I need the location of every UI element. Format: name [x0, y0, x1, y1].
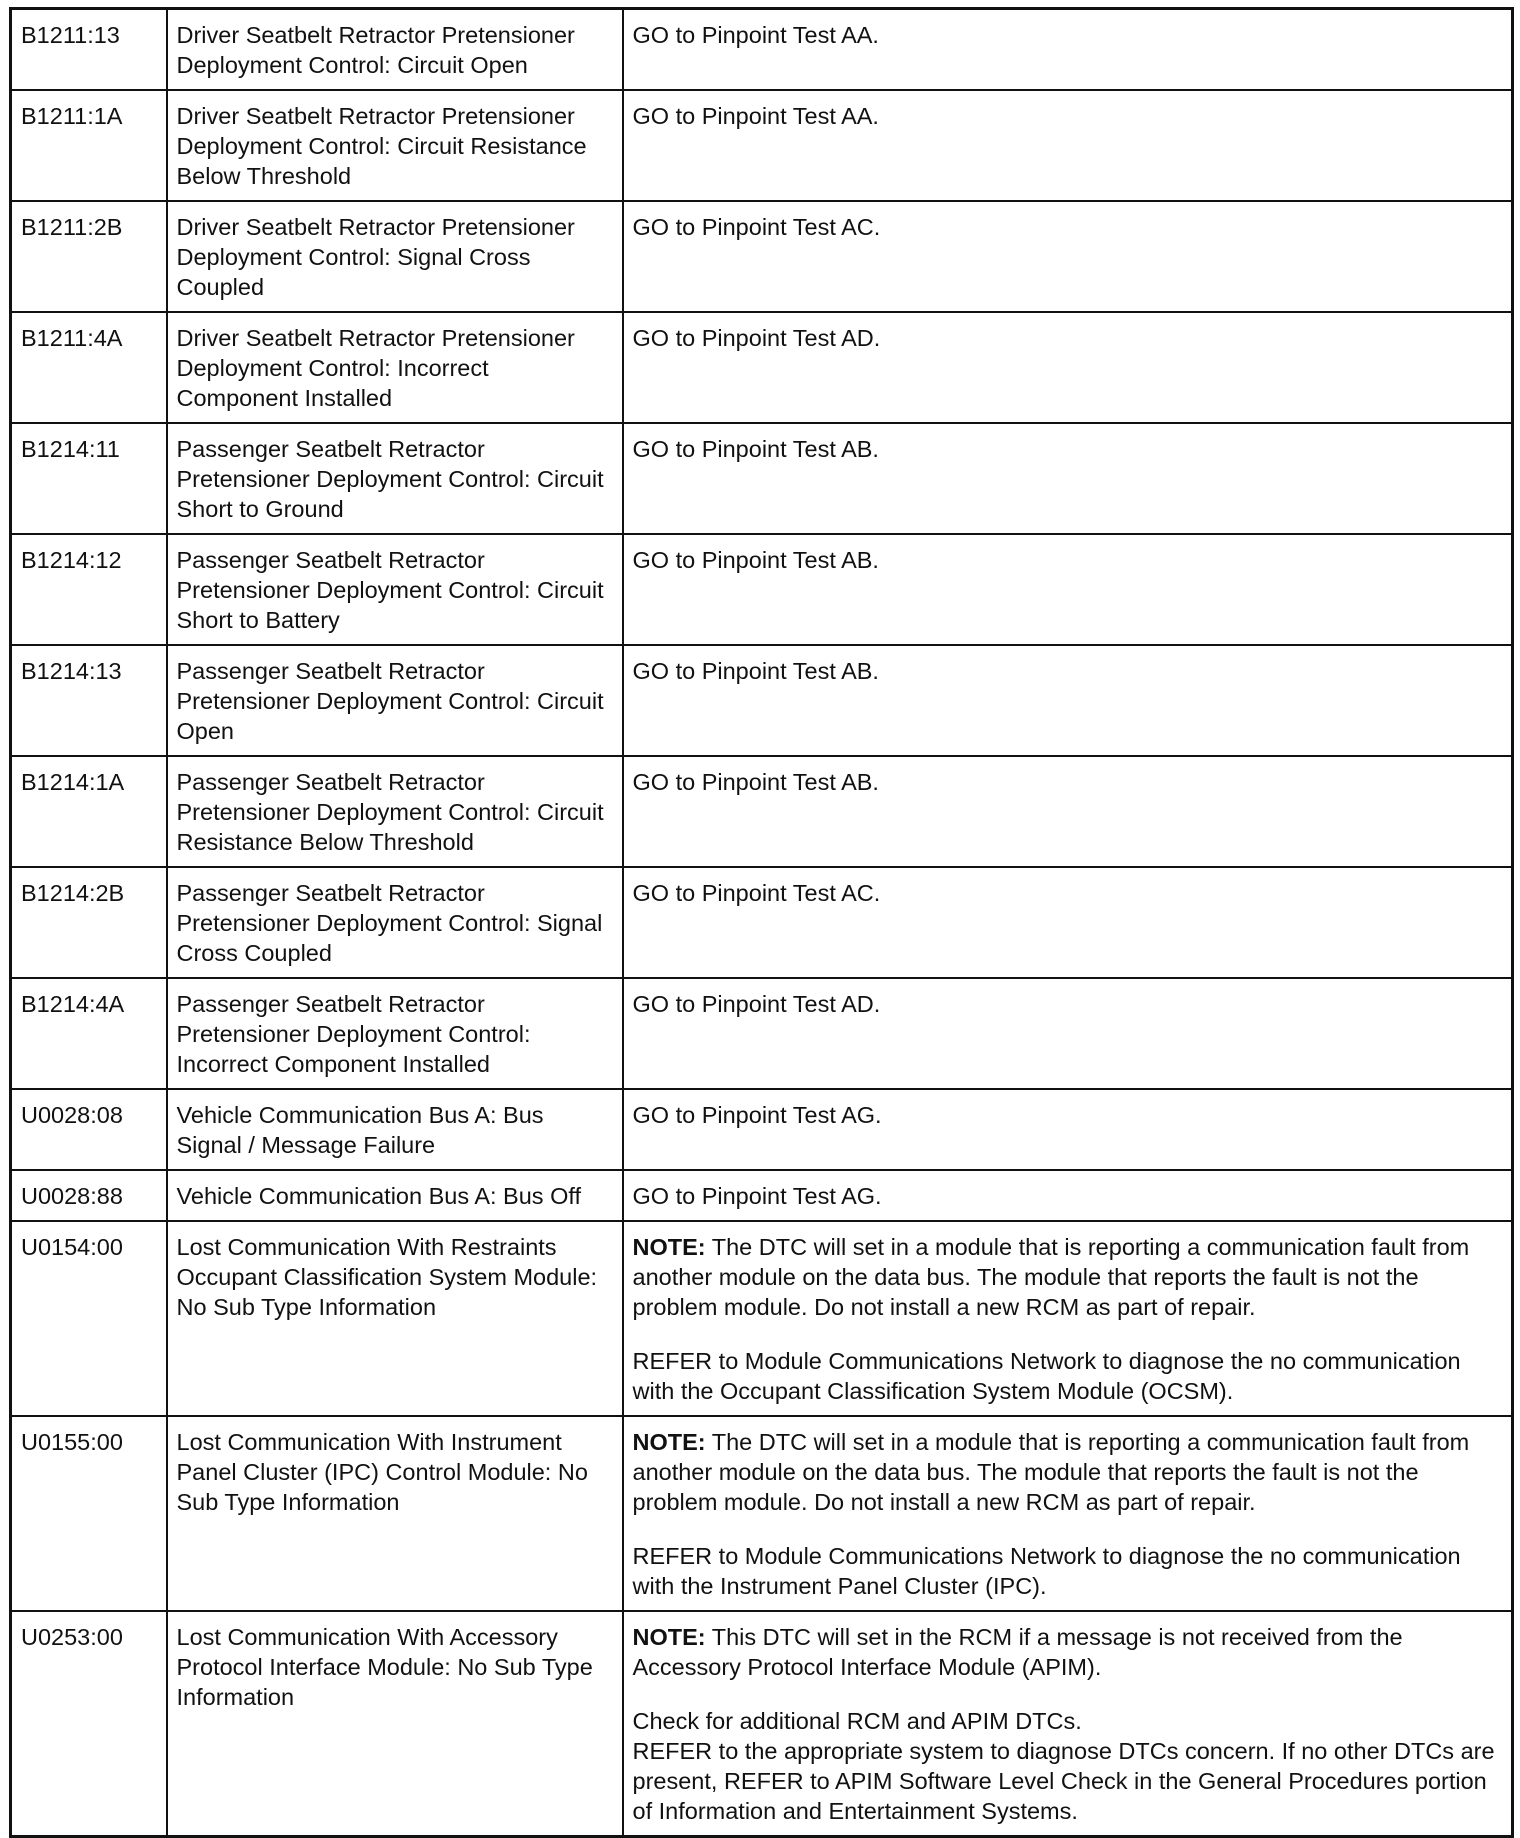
check-text: Check for additional RCM and APIM DTCs.	[632, 1708, 1082, 1734]
note-paragraph	[633, 1427, 1503, 1517]
dtc-action: GO to Pinpoint Test AB.	[623, 423, 1513, 534]
dtc-code: U0028:08	[11, 1089, 167, 1170]
table-row	[11, 867, 1513, 978]
table-row	[11, 1416, 1513, 1611]
dtc-action: GO to Pinpoint Test AD.	[623, 312, 1513, 423]
dtc-code: B1211:13	[11, 9, 167, 91]
dtc-action	[623, 1611, 1513, 1837]
note-text: The DTC will set in a module that is reporting a communication fault from another module on the data bus. The module that reports the fault is not the problem module. Do not install a new RCM as part of repair.	[632, 1429, 1470, 1515]
table-row	[11, 9, 1513, 91]
dtc-description: Passenger Seatbelt Retractor Pretensioner Deployment Control: Circuit Short to Battery	[167, 534, 623, 645]
dtc-table	[9, 7, 1514, 1838]
dtc-code: U0253:00	[11, 1611, 167, 1837]
dtc-action: GO to Pinpoint Test AB.	[623, 756, 1513, 867]
note-text: This DTC will set in the RCM if a message is not received from the Accessory Protocol Interface Module (APIM).	[632, 1624, 1403, 1680]
dtc-description: Passenger Seatbelt Retractor Pretensioner Deployment Control: Incorrect Component Installed	[167, 978, 623, 1089]
dtc-code: U0028:88	[11, 1170, 167, 1221]
table-row	[11, 1170, 1513, 1221]
dtc-code: B1211:2B	[11, 201, 167, 312]
dtc-description: Driver Seatbelt Retractor Pretensioner Deployment Control: Circuit Resistance Below Threshold	[167, 90, 623, 201]
dtc-description: Passenger Seatbelt Retractor Pretensioner Deployment Control: Circuit Short to Ground	[167, 423, 623, 534]
dtc-description: Lost Communication With Instrument Panel Cluster (IPC) Control Module: No Sub Type Information	[167, 1416, 623, 1611]
note-label: NOTE:	[632, 1429, 706, 1455]
dtc-action	[623, 1221, 1513, 1416]
table-row	[11, 645, 1513, 756]
dtc-code: B1214:11	[11, 423, 167, 534]
table-row	[11, 1089, 1513, 1170]
dtc-description: Passenger Seatbelt Retractor Pretensioner Deployment Control: Circuit Resistance Below Threshold	[167, 756, 623, 867]
dtc-description: Vehicle Communication Bus A: Bus Off	[167, 1170, 623, 1221]
table-row	[11, 201, 1513, 312]
dtc-action: GO to Pinpoint Test AA.	[623, 9, 1513, 91]
dtc-action: GO to Pinpoint Test AG.	[623, 1089, 1513, 1170]
refer-text: REFER to Module Communications Network to diagnose the no communication with the Occupant Classification System Module (OCSM).	[632, 1348, 1461, 1404]
dtc-code: B1214:4A	[11, 978, 167, 1089]
dtc-code: B1214:13	[11, 645, 167, 756]
note-paragraph	[633, 1232, 1503, 1322]
dtc-action: GO to Pinpoint Test AB.	[623, 645, 1513, 756]
dtc-code: B1211:1A	[11, 90, 167, 201]
dtc-description: Lost Communication With Accessory Protocol Interface Module: No Sub Type Information	[167, 1611, 623, 1837]
dtc-code: U0155:00	[11, 1416, 167, 1611]
table-row	[11, 1611, 1513, 1837]
note-text: The DTC will set in a module that is reporting a communication fault from another module on the data bus. The module that reports the fault is not the problem module. Do not install a new RCM as part of repair.	[632, 1234, 1470, 1320]
refer-text: REFER to Module Communications Network to diagnose the no communication with the Instrument Panel Cluster (IPC).	[632, 1543, 1461, 1599]
dtc-description: Passenger Seatbelt Retractor Pretensioner Deployment Control: Signal Cross Coupled	[167, 867, 623, 978]
dtc-description: Driver Seatbelt Retractor Pretensioner Deployment Control: Circuit Open	[167, 9, 623, 91]
dtc-code: B1214:1A	[11, 756, 167, 867]
dtc-code: B1214:2B	[11, 867, 167, 978]
table-row	[11, 978, 1513, 1089]
dtc-action: GO to Pinpoint Test AD.	[623, 978, 1513, 1089]
table-row	[11, 1221, 1513, 1416]
dtc-description: Driver Seatbelt Retractor Pretensioner Deployment Control: Signal Cross Coupled	[167, 201, 623, 312]
table-row	[11, 312, 1513, 423]
dtc-action	[623, 1416, 1513, 1611]
dtc-description: Passenger Seatbelt Retractor Pretensioner Deployment Control: Circuit Open	[167, 645, 623, 756]
dtc-action: GO to Pinpoint Test AC.	[623, 201, 1513, 312]
note-paragraph	[633, 1622, 1503, 1682]
dtc-description: Lost Communication With Restraints Occupant Classification System Module: No Sub Type Information	[167, 1221, 623, 1416]
dtc-action: GO to Pinpoint Test AC.	[623, 867, 1513, 978]
note-label: NOTE:	[632, 1624, 706, 1650]
table-row	[11, 534, 1513, 645]
dtc-code: B1214:12	[11, 534, 167, 645]
dtc-code: U0154:00	[11, 1221, 167, 1416]
table-row	[11, 756, 1513, 867]
note-label: NOTE:	[632, 1234, 706, 1260]
refer-text: REFER to the appropriate system to diagnose DTCs concern. If no other DTCs are present, REFER to APIM Software Level Check in the General Procedures portion of Information and Entertainment Systems.	[632, 1738, 1495, 1824]
dtc-action: GO to Pinpoint Test AB.	[623, 534, 1513, 645]
table-row	[11, 90, 1513, 201]
dtc-code: B1211:4A	[11, 312, 167, 423]
dtc-description: Vehicle Communication Bus A: Bus Signal / Message Failure	[167, 1089, 623, 1170]
dtc-action: GO to Pinpoint Test AA.	[623, 90, 1513, 201]
table-row	[11, 423, 1513, 534]
dtc-description: Driver Seatbelt Retractor Pretensioner Deployment Control: Incorrect Component Installed	[167, 312, 623, 423]
dtc-action: GO to Pinpoint Test AG.	[623, 1170, 1513, 1221]
